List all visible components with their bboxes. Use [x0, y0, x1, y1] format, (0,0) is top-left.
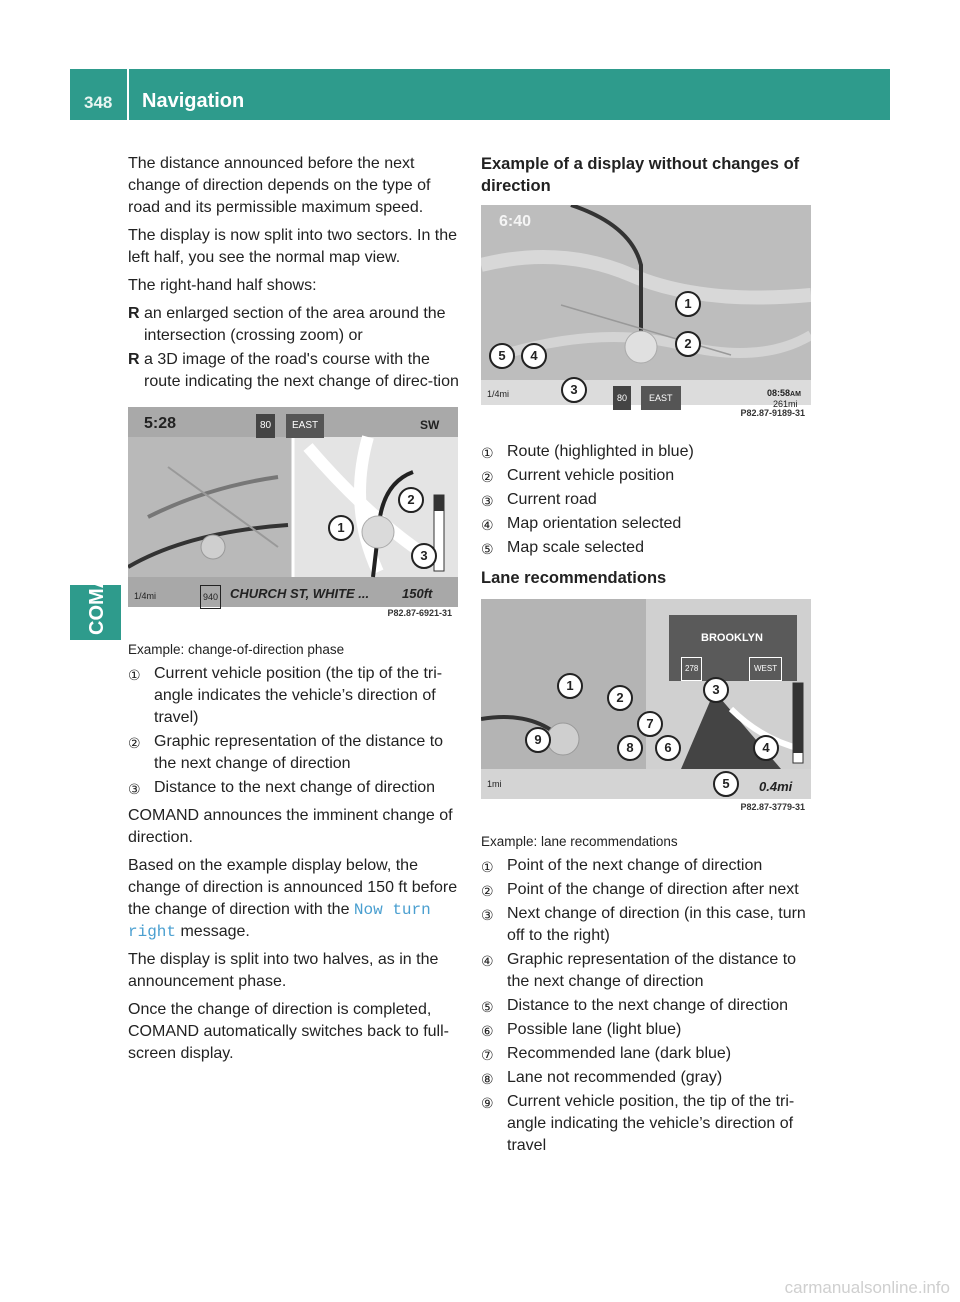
callout-4: 4	[753, 735, 779, 761]
heading-no-change: Example of a display without changes of direction	[481, 155, 800, 195]
direction: EAST	[286, 414, 324, 438]
figure-lane-recommendations	[481, 599, 811, 821]
list-item: ③ Next change of direction (in this case, turn off to the right)	[481, 905, 806, 944]
destination: BROOKLYN	[701, 632, 763, 644]
message-code: Now turn right	[128, 901, 431, 941]
callout-5: 5	[489, 343, 515, 369]
road-number: 80	[256, 414, 275, 438]
distance-readout: 0.4mi	[759, 779, 793, 794]
callout-5: 5	[713, 771, 739, 797]
bullet-item: R a 3D image of the road's course with the route indicating the next change of direc-tion	[128, 351, 459, 390]
list-item: ① Point of the next change of direction	[481, 857, 763, 875]
map-scale: 1/4mi	[134, 591, 157, 601]
clock: 6:40	[499, 213, 532, 230]
list-item: ⑤ Distance to the next change of direction	[481, 997, 789, 1015]
page-title: Navigation	[142, 90, 245, 112]
callout-3: 3	[703, 677, 729, 703]
direction: EAST	[641, 386, 681, 410]
section-label: COMAND	[86, 545, 108, 635]
right-column	[481, 153, 814, 1159]
eta: 08:58AM	[767, 388, 801, 398]
list-item: ① Current vehicle position (the tip of the tri-angle indicates the vehicle’s direction of travel)	[128, 665, 443, 726]
list-item: ② Point of the change of direction after next	[481, 881, 799, 899]
para-completed: Once the change of direction is completed, COMAND automatically switches back to full-screen display.	[128, 1001, 449, 1062]
map-scale: 1/4mi	[487, 389, 510, 399]
figure-id: P82.87-9189-31	[740, 408, 805, 418]
callout-2: 2	[398, 487, 424, 513]
route-number: 940	[200, 585, 221, 609]
para-split-halves: The display is split into two halves, as in the announcement phase.	[128, 951, 439, 990]
list-item: ⑤ Map scale selected	[481, 539, 644, 557]
para-distance: The distance announced before the next change of direction depends on the type of road and its permissible maximum speed.	[128, 155, 431, 216]
bullet-item: R an enlarged section of the area around the intersection (crossing zoom) or	[128, 305, 446, 344]
figure-caption: Example: change-of-direction phase	[128, 642, 345, 657]
list-item: ⑥ Possible lane (light blue)	[481, 1021, 682, 1039]
para-right-half: The right-hand half shows:	[128, 277, 317, 294]
figure-change-of-direction	[128, 407, 458, 627]
figure-id: P82.87-6921-31	[387, 608, 452, 618]
heading-lane: Lane recommendations	[481, 569, 667, 587]
list-item: ② Graphic representation of the distance to the next change of direction	[128, 733, 444, 772]
map-scale: 1mi	[487, 779, 502, 789]
callout-2: 2	[607, 685, 633, 711]
callout-1: 1	[675, 291, 701, 317]
callout-6: 6	[655, 735, 681, 761]
list-item: ⑨ Current vehicle position, the tip of the tri-angle indicating the vehicle’s direction of travel	[481, 1093, 795, 1154]
callout-7: 7	[637, 711, 663, 737]
direction: WEST	[749, 657, 782, 681]
para-example: Based on the example display below, the change of direction is announced 150 ft before the change of direction with the Now turn right message.	[128, 857, 458, 941]
list-item: ⑧ Lane not recommended (gray)	[481, 1069, 723, 1087]
para-split: The display is now split into two sectors. In the left half, you see the normal map view.	[128, 227, 458, 266]
compass: SW	[420, 418, 440, 432]
figure-caption: Example: lane recommendations	[481, 834, 678, 849]
distance-readout: 150ft	[402, 586, 433, 601]
callout-3: 3	[411, 543, 437, 569]
road-number: 80	[613, 386, 631, 410]
callout-3: 3	[561, 377, 587, 403]
figure-id: P82.87-3779-31	[740, 802, 805, 812]
section-tab	[70, 545, 121, 640]
callout-8: 8	[617, 735, 643, 761]
callout-9: 9	[525, 727, 551, 753]
list-item: ③ Current road	[481, 491, 597, 509]
page-header	[70, 69, 890, 120]
list-item: ④ Map orientation selected	[481, 515, 682, 533]
road-number: 278	[681, 657, 702, 681]
remaining-distance: 261mi	[773, 399, 798, 409]
header-divider	[127, 69, 129, 120]
callout-1: 1	[557, 673, 583, 699]
callout-4: 4	[521, 343, 547, 369]
footer-watermark[interactable]: carmanualsonline.info	[784, 1278, 950, 1297]
list-item: ③ Distance to the next change of direction	[128, 779, 436, 797]
callout-2: 2	[675, 331, 701, 357]
list-item: ⑦ Recommended lane (dark blue)	[481, 1045, 732, 1063]
clock: 5:28	[144, 415, 177, 432]
left-column	[128, 153, 461, 1071]
list-item: ④ Graphic representation of the distance to the next change of direction	[481, 951, 797, 990]
list-item: ① Route (highlighted in blue)	[481, 443, 694, 461]
figure-no-change	[481, 205, 811, 427]
callout-1: 1	[328, 515, 354, 541]
street-name: CHURCH ST, WHITE ...	[230, 586, 370, 601]
page-number: 348	[84, 93, 113, 112]
list-item: ② Current vehicle position	[481, 467, 675, 485]
para-announce: COMAND announces the imminent change of direction.	[128, 807, 453, 846]
